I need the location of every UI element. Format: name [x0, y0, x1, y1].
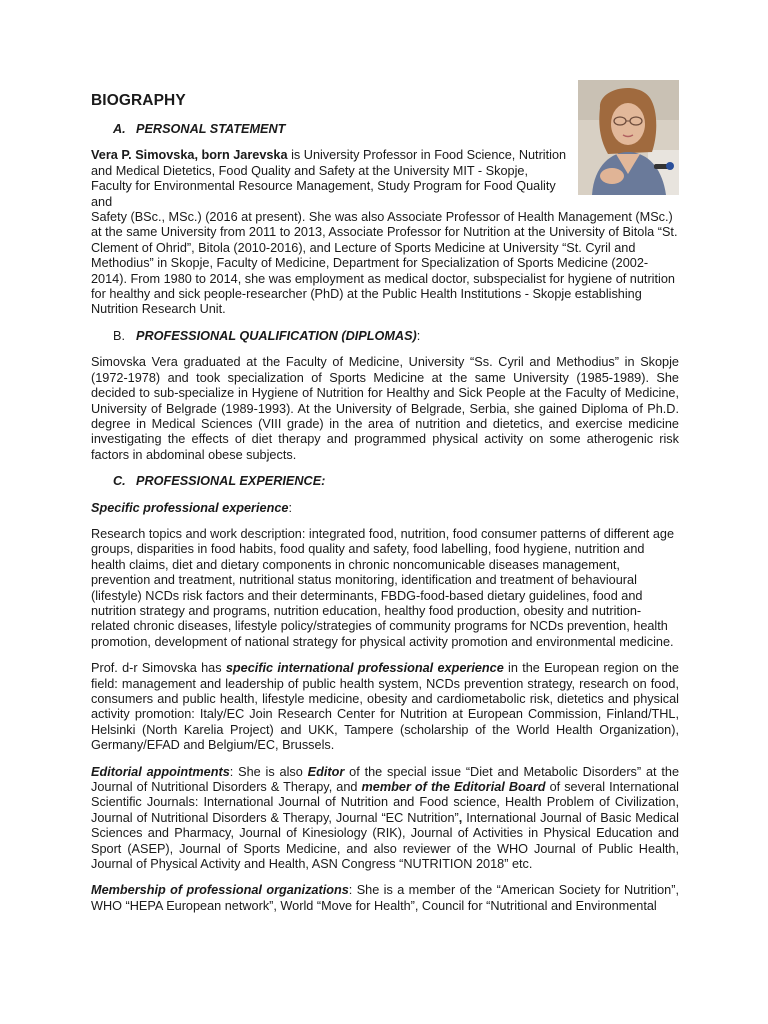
section-b-letter: B. [113, 328, 125, 343]
personal-statement-paragraph [91, 148, 569, 210]
international-experience-paragraph [91, 661, 679, 753]
specific-experience-suffix: : [288, 500, 292, 515]
specific-experience-heading [91, 501, 679, 516]
research-paragraph: Research topics and work description: integrated food, nutrition, food consumer patterns of different age groups, disparities in food habits, food quality and safety, food labelling, food hygiene, nutrition and health claims, diet and dietary components in chronic noncomunicable diseases management, prevention and treatment, nutritional status monitoring, identification and treatment of behavioural (lifestyle) NCDs risk factors and their determinants, FBDG-food-based dietary guidelines, food and nutrition strategy and programs, nutrition education, healthy food production, obesity and nutrition-related chronic diseases, lifestyle policy/strategies of community programs for NCDs prevention, health promotion, development of national strategy for physical activity promotion and environmental medicine. [91, 526, 675, 649]
editorial-comma: , [458, 810, 463, 825]
section-a-heading [91, 122, 679, 137]
editorial-text-1: : She is also [229, 764, 308, 779]
section-c-heading [91, 474, 679, 489]
section-a-letter: A. [113, 122, 126, 136]
section-b-suffix: : [416, 328, 421, 343]
specific-experience-label: Specific professional experience [91, 500, 289, 515]
qualification-paragraph: Simovska Vera graduated at the Faculty of Medicine, University “Ss. Cyril and Methodius” in Skopje (1972-1978) and took specialization of Sports Medicine at the same University (1985-1989). She decided to sub-specialize in Hygiene of Nutrition for Healthy and Sick People at the Faculty of Medicine, University of Belgrade (1989-1993). At the University of Belgrade, Serbia, she gained Diploma of Ph.D. degree in Medical Sciences (VIII grade) in the area of nutrition and dietetics, and exercise medicine investigating the effects of diet therapy and programmed physical activity on some atherogenic risk factors in abdominal obese subjects. [91, 355, 679, 462]
section-c-letter: C. [113, 474, 126, 489]
editorial-text-2: of the special issue “Diet and Metabolic Disorders” at the Journal of Nutritional Disorders & Therapy, and [91, 764, 679, 795]
membership-text: : She is a member of the “American Society for Nutrition”, WHO “HEPA European network”, World “Move for Health”, Council for “Nutritional and Environmental [91, 883, 679, 913]
editorial-text-4: International Journal of Basic Medical Sciences and Pharmacy, Journal of Kinesiology (RIK), Journal of Activities in Physical Education and Sport (ASEP), Journal of Sports Medicine, and also reviewer of the WHO Journal of Public Health, Journal of Physical Activity and Health, ASN Congress “NUTRITION 2018” etc. [91, 810, 679, 872]
intl-emphasis: specific international professional experience [225, 661, 504, 676]
intl-text: in the European region on the field: management and leadership of public health system, NCDs prevention strategy, research on food, consumers and public health, lifestyle medicine, obesity and cardiometabolic risk, dietetics and physical activity promotion: Italy/EC Join Research Center for Nutrition at European Commission, Finland/THL, Helsinki (North Karelia Project) and UKK, Tampere (scholarship of the World Health Organization), Germany/EFAD and Belgium/EC, Brussels. [91, 661, 679, 753]
section-b-title: PROFESSIONAL QUALIFICATION (DIPLOMAS) [136, 328, 417, 343]
section-a-title: PERSONAL STATEMENT [136, 122, 286, 136]
membership-label: Membership of professional organizations [91, 883, 349, 898]
section-c-title: PROFESSIONAL EXPERIENCE: [136, 474, 326, 489]
editorial-paragraph [91, 765, 679, 873]
personal-statement-text-1: is University Professor in Food Science, Nutrition and Medical Dietetics, Food Quality and Safety at the University MIT - Skopje, Faculty for Environmental Resource Management, Study Program for Food Quality and [91, 148, 567, 209]
membership-paragraph [91, 883, 679, 914]
page-title: BIOGRAPHY [91, 92, 186, 109]
editorial-member: member of the Editorial Board [361, 780, 546, 795]
person-name: Vera P. Simovska, born Jarevska [91, 148, 288, 163]
editorial-label: Editorial appointments [91, 764, 230, 779]
intl-prefix: Prof. d-r Simovska has [91, 661, 226, 676]
editorial-editor: Editor [307, 764, 345, 779]
biography-content [91, 122, 679, 914]
section-b-heading [91, 329, 679, 344]
personal-statement-paragraph-cont: Safety (BSc., MSc.) (2016 at present). She was also Associate Professor of Health Management (MSc.) at the same University from 2011 to 2013, Associate Professor for Nutrition at the University of Bitola “St. Clement of Ohrid”, Bitola (2010-2016), and Lecture of Sports Medicine at University “St. Cyril and Methodius” in Skopje, Faculty of Medicine, Department for Specialization of Sports Medicine (2002-2014). From 1980 to 2014, she was employment as medical doctor, subspecialist for hygiene of nutrition for healthy and sick people-researcher (PhD) at the Public Health Institutions - Skopje establishing Nutrition Research Unit. [91, 210, 678, 317]
editorial-text-3: of several International Scientific Journals: International Journal of Nutrition and Food science, Health Problem of Civilization, Journal of Nutritional Disorders & Therapy, Journal “EC Nutrition” [91, 780, 679, 825]
